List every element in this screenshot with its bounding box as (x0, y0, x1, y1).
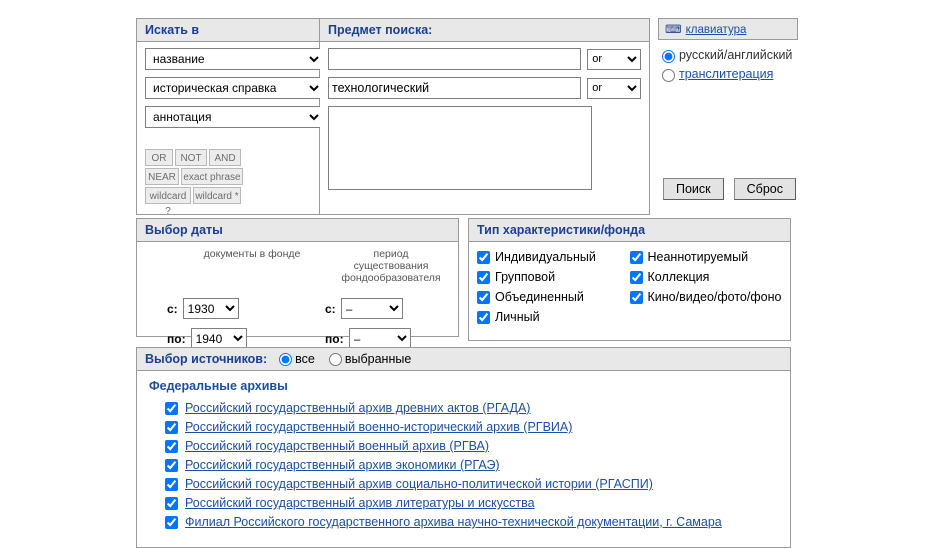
sources-panel (136, 347, 791, 548)
founder-to-label: по: (325, 331, 344, 346)
date-panel-body (137, 242, 458, 346)
sources-radio-all[interactable] (279, 352, 315, 366)
type-checkbox-united[interactable] (477, 291, 490, 304)
op-near-button[interactable]: NEAR (145, 168, 179, 185)
keyboard-icon: ⌨ (665, 24, 682, 36)
lang-option-ru-en[interactable] (662, 48, 794, 63)
source-checkbox-rgali[interactable] (165, 497, 178, 510)
search-subject-title: Предмет поиска: (320, 19, 649, 42)
type-panel-title: Тип характеристики/фонда (469, 219, 790, 242)
sources-title: Выбор источников: (145, 352, 268, 366)
docs-to-row (167, 328, 247, 349)
subject-input-1[interactable] (328, 48, 581, 70)
join-select-1[interactable] (587, 49, 641, 70)
op-wildcard-star-button[interactable]: wildcard * (193, 187, 241, 204)
field-select-2[interactable] (145, 77, 323, 99)
source-checkbox-rgantd-samara[interactable] (165, 516, 178, 529)
type-label-united: Объединенный (495, 290, 584, 304)
date-panel (136, 218, 459, 346)
type-label-personal: Личный (495, 310, 540, 324)
type-label-collection: Коллекция (647, 270, 710, 284)
sources-radio-selected-input[interactable] (329, 353, 342, 366)
source-checkbox-rgaspi[interactable] (165, 478, 178, 491)
type-label-unannotated: Неаннотируемый (647, 250, 749, 264)
docs-from-label: с: (167, 301, 178, 316)
list-item[interactable] (137, 420, 790, 439)
search-where-body (137, 42, 319, 217)
founder-from-label: с: (325, 301, 336, 316)
founder-from-select[interactable] (341, 298, 403, 319)
field-select-1[interactable] (145, 48, 323, 70)
action-buttons (653, 178, 796, 200)
type-checkbox-personal[interactable] (477, 311, 490, 324)
source-link-rgaspi[interactable]: Российский государственный архив социально-политической истории (РГАСПИ) (185, 477, 653, 491)
type-panel-body (469, 242, 790, 340)
type-item-collection[interactable] (630, 270, 783, 284)
source-link-rgada[interactable]: Российский государственный архив древних актов (РГАДА) (185, 401, 531, 415)
operator-buttons (145, 149, 311, 217)
sources-group-title: Федеральные архивы (149, 379, 288, 393)
field-select-3[interactable] (145, 106, 323, 128)
type-label-individual: Индивидуальный (495, 250, 596, 264)
keyboard-link[interactable]: клавиатура (685, 24, 747, 36)
op-not-button[interactable]: NOT (175, 149, 207, 166)
search-subject-body (320, 42, 649, 201)
sources-header (137, 348, 790, 371)
sources-radio-selected-label: выбранные (344, 352, 412, 366)
type-label-media: Кино/видео/фото/фоно (647, 290, 782, 304)
type-column-right (630, 250, 783, 330)
op-exact-phrase-button[interactable]: exact phrase (181, 168, 243, 185)
type-checkbox-media[interactable] (630, 291, 643, 304)
source-link-rgva[interactable]: Российский государственный военный архив (РГВА) (185, 439, 490, 453)
lang-radio-translit[interactable] (662, 69, 675, 82)
source-checkbox-rgva[interactable] (165, 440, 178, 453)
lang-label-ru-en: русский/английский (679, 48, 793, 62)
subject-textarea[interactable] (328, 106, 592, 190)
type-item-unannotated[interactable] (630, 250, 783, 264)
subject-row-1 (328, 48, 641, 70)
list-item[interactable] (137, 439, 790, 458)
keyboard-header (658, 18, 798, 40)
source-link-rgantd-samara[interactable]: Филиал Российского государственного архива научно-технической документации, г. Самара (185, 515, 722, 529)
join-select-2[interactable] (587, 78, 641, 99)
op-and-button[interactable]: AND (209, 149, 241, 166)
lang-option-translit[interactable] (662, 67, 794, 82)
type-item-personal[interactable] (477, 310, 630, 324)
type-panel (468, 218, 791, 341)
date-caption-founder: период существования фондообразователя (341, 248, 441, 284)
docs-from-select[interactable] (183, 298, 239, 319)
sources-radio-all-label: все (295, 352, 315, 366)
sources-radio-all-input[interactable] (279, 353, 292, 366)
op-or-button[interactable]: OR (145, 149, 173, 166)
docs-to-select[interactable] (191, 328, 247, 349)
type-item-group[interactable] (477, 270, 630, 284)
date-panel-title: Выбор даты (137, 219, 458, 242)
source-link-rgvia[interactable]: Российский государственный военно-исторический архив (РГВИА) (185, 420, 573, 434)
search-where-panel (136, 18, 320, 215)
source-link-rgae[interactable]: Российский государственный архив экономики (РГАЭ) (185, 458, 500, 472)
source-link-rgali[interactable]: Российский государственный архив литературы и искусства (185, 496, 535, 510)
type-item-united[interactable] (477, 290, 630, 304)
lang-radio-ru-en[interactable] (662, 50, 675, 63)
type-item-media[interactable] (630, 290, 783, 304)
sources-body (137, 371, 790, 534)
source-checkbox-rgada[interactable] (165, 402, 178, 415)
type-column-left (477, 250, 630, 330)
docs-from-row (167, 298, 239, 319)
founder-to-select[interactable] (349, 328, 411, 349)
search-subject-panel (320, 18, 650, 215)
date-caption-documents: документы в фонде (203, 248, 301, 260)
list-item[interactable] (137, 515, 790, 534)
list-item[interactable] (137, 458, 790, 477)
type-checkbox-collection[interactable] (630, 271, 643, 284)
list-item[interactable] (137, 401, 790, 420)
list-item[interactable] (137, 477, 790, 496)
search-button[interactable]: Поиск (663, 178, 724, 200)
op-wildcard-question-button[interactable]: wildcard ? (145, 187, 191, 204)
type-label-group: Групповой (495, 270, 556, 284)
type-checkbox-individual[interactable] (477, 251, 490, 264)
reset-button[interactable]: Сброс (734, 178, 796, 200)
subject-input-2[interactable] (328, 77, 581, 99)
sources-radio-selected[interactable] (329, 352, 411, 366)
type-checkbox-unannotated[interactable] (630, 251, 643, 264)
source-checkbox-rgae[interactable] (165, 459, 178, 472)
keyboard-body (658, 40, 798, 82)
lang-label-translit[interactable]: транслитерация (679, 67, 774, 81)
type-item-individual[interactable] (477, 250, 630, 264)
docs-to-label: по: (167, 331, 186, 346)
search-where-title: Искать в (137, 19, 319, 42)
founder-from-row (325, 298, 403, 319)
list-item[interactable] (137, 496, 790, 515)
source-checkbox-rgvia[interactable] (165, 421, 178, 434)
founder-to-row (325, 328, 411, 349)
subject-row-2 (328, 77, 641, 99)
type-checkbox-group[interactable] (477, 271, 490, 284)
